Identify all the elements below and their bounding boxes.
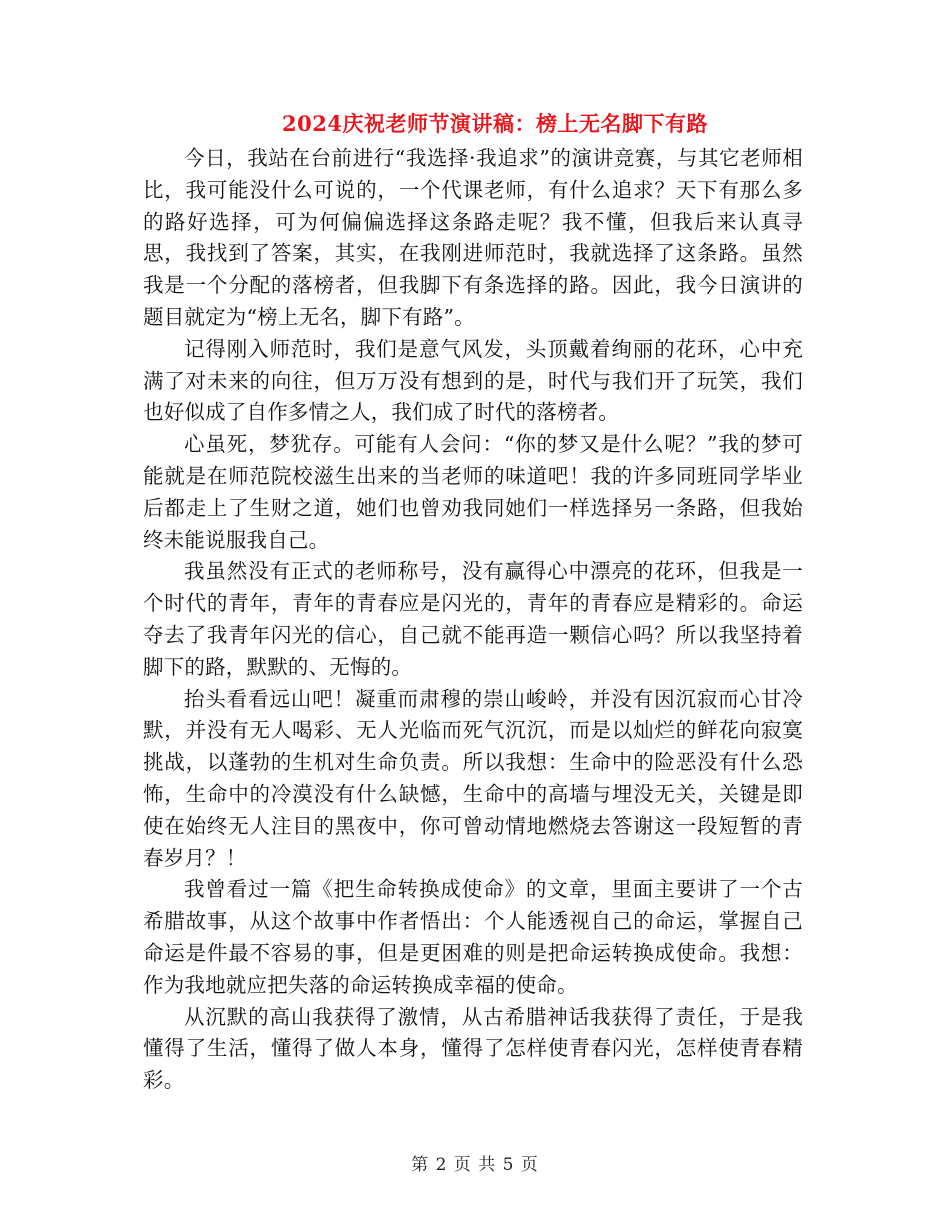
document-title: 2024庆祝老师节演讲稿：榜上无名脚下有路 <box>282 111 708 136</box>
paragraph: 我虽然没有正式的老师称号，没有赢得心中漂亮的花环，但我是一个时代的青年，青年的青春应是闪光的，青年的青春应是精彩的。命运夺去了我青年闪光的信心，自己就不能再造一颗信心吗？所以我坚持着脚下的路，默默的、无悔的。 <box>143 559 803 679</box>
paragraph: 今日，我站在台前进行“我选择·我追求”的演讲竞赛，与其它老师相比，我可能没什么可说的，一个代课老师，有什么追求？天下有那么多的路好选择，可为何偏偏选择这条路走呢？我不懂，但我后来认真寻思，我找到了答案，其实，在我刚进师范时，我就选择了这条路。虽然我是一个分配的落榜者，但我脚下有条选择的路。因此，我今日演讲的题目就定为“榜上无名，脚下有路”。 <box>143 146 803 329</box>
paragraph: 心虽死，梦犹存。可能有人会问：“你的梦又是什么呢？”我的梦可能就是在师范院校滋生出来的当老师的味道吧！我的许多同班同学毕业后都走上了生财之道，她们也曾劝我同她们一样选择另一条路，但我始终未能说服我自己。 <box>143 432 803 552</box>
paragraph: 抬头看看远山吧！凝重而肃穆的崇山峻岭，并没有因沉寂而心甘冷默，并没有无人喝彩、无人光临而死气沉沉，而是以灿烂的鲜花向寂寞挑战，以蓬勃的生机对生命负责。所以我想：生命中的险恶没有什么恐怖，生命中的冷漠没有什么缺憾，生命中的高墙与埋没无关，关键是即使在始终无人注目的黑夜中，你可曾动情地燃烧去答谢这一段短暂的青春岁月？！ <box>143 686 803 870</box>
paragraph: 从沉默的高山我获得了激情，从古希腊神话我获得了责任，于是我懂得了生活，懂得了做人本身，懂得了怎样使青春闪光，怎样使青春精彩。 <box>143 1004 803 1093</box>
paragraph: 我曾看过一篇《把生命转换成使命》的文章，里面主要讲了一个古希腊故事，从这个故事中作者悟出：个人能透视自己的命运，掌握自己命运是件最不容易的事，但是更困难的则是把命运转换成使命。我想：作为我地就应把失落的命运转换成幸福的使命。 <box>143 877 803 997</box>
page-number-footer: 第 2 页 共 5 页 <box>411 1155 539 1175</box>
document-body <box>143 143 803 1097</box>
paragraph: 记得刚入师范时，我们是意气风发，头顶戴着绚丽的花环，心中充满了对未来的向往，但万万没有想到的是，时代与我们开了玩笑，我们也好似成了自作多情之人，我们成了时代的落榜者。 <box>143 336 803 425</box>
